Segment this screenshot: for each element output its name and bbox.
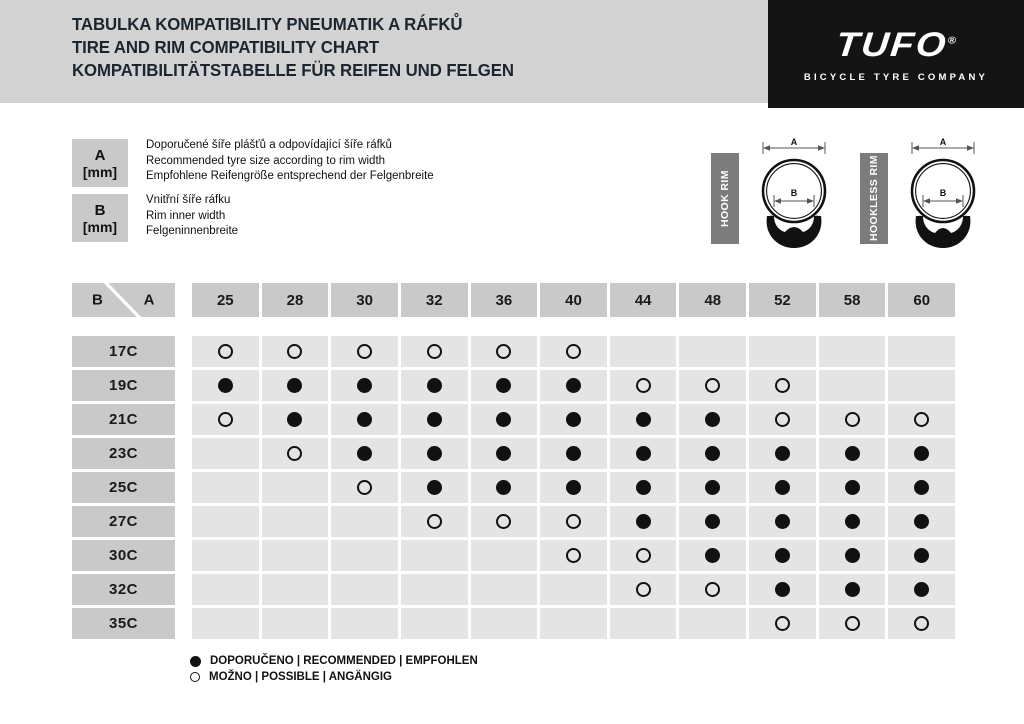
cell-21C-60 [888,404,955,435]
cell-35C-52 [749,608,816,639]
cell-17C-32 [401,336,468,367]
svg-text:B: B [939,188,947,198]
cell-19C-40 [540,370,607,401]
open-dot-icon [566,548,581,563]
cell-30C-32 [401,540,468,571]
cell-17C-28 [262,336,329,367]
cell-32C-44 [610,574,677,605]
cell-32C-52 [749,574,816,605]
cell-32C-58 [819,574,886,605]
filled-dot-icon [357,378,372,393]
table-row-19C [72,370,955,401]
title-line-en: TIRE AND RIM COMPATIBILITY CHART [72,37,380,57]
open-dot-icon [218,344,233,359]
cell-23C-32 [401,438,468,469]
cell-30C-44 [610,540,677,571]
cell-35C-28 [262,608,329,639]
key-b-description: Vnitřní šíře ráfku Rim inner width Felgeninnenbreite [146,194,239,237]
cell-32C-28 [262,574,329,605]
filled-dot-icon [705,548,720,563]
filled-dot-icon [190,656,201,667]
cell-19C-48 [679,370,746,401]
cell-21C-52 [749,404,816,435]
hook-rim-diagram-icon [739,136,849,254]
table-row-30C [72,540,955,571]
row-header-25C: 25C [72,472,175,503]
open-dot-icon [357,480,372,495]
cell-17C-58 [819,336,886,367]
cell-35C-48 [679,608,746,639]
cell-23C-60 [888,438,955,469]
cell-23C-52 [749,438,816,469]
table-row-35C [72,608,955,639]
col-header-36: 36 [471,283,538,317]
cell-23C-44 [610,438,677,469]
open-dot-icon [496,344,511,359]
page-title [72,13,514,82]
filled-dot-icon [636,446,651,461]
cell-23C-25 [192,438,259,469]
cell-32C-30 [331,574,398,605]
cell-25C-40 [540,472,607,503]
open-dot-icon [427,514,442,529]
value-legend [190,653,478,685]
open-dot-icon [636,378,651,393]
cell-32C-48 [679,574,746,605]
open-dot-icon [287,344,302,359]
cell-23C-30 [331,438,398,469]
filled-dot-icon [357,412,372,427]
tufo-logo [768,0,1024,108]
cell-30C-36 [471,540,538,571]
cell-27C-58 [819,506,886,537]
key-a-description: Doporučené šíře plášťů a odpovídající šíře ráfků Recommended tyre size according to rim width Empfohlene Reifengröße entsprechend der Felgenbreite [146,139,434,182]
tufo-wordmark: TUFO® [834,25,957,64]
cell-27C-40 [540,506,607,537]
cell-19C-36 [471,370,538,401]
cell-17C-44 [610,336,677,367]
row-header-17C: 17C [72,336,175,367]
col-header-60: 60 [888,283,955,317]
legend-recommended-row [190,653,478,669]
cell-30C-48 [679,540,746,571]
filled-dot-icon [427,446,442,461]
filled-dot-icon [914,514,929,529]
corner-diagonal-icon [72,283,175,317]
filled-dot-icon [636,412,651,427]
cell-19C-28 [262,370,329,401]
table-row-23C [72,438,955,469]
title-line-de: KOMPATIBILITÄTSTABELLE FÜR REIFEN UND FELGEN [72,60,514,80]
filled-dot-icon [914,446,929,461]
col-axis-label: A [143,291,155,309]
filled-dot-icon [775,446,790,461]
col-header-25: 25 [192,283,259,317]
cell-32C-60 [888,574,955,605]
filled-dot-icon [775,548,790,563]
cell-17C-52 [749,336,816,367]
cell-19C-52 [749,370,816,401]
legend-possible-row [190,669,478,685]
open-dot-icon [190,672,200,682]
registered-mark-icon: ® [947,34,957,46]
cell-23C-58 [819,438,886,469]
cell-19C-58 [819,370,886,401]
cell-27C-25 [192,506,259,537]
cell-30C-60 [888,540,955,571]
filled-dot-icon [914,548,929,563]
cell-27C-36 [471,506,538,537]
table-header-row [72,283,955,317]
cell-27C-44 [610,506,677,537]
filled-dot-icon [566,412,581,427]
cell-17C-60 [888,336,955,367]
filled-dot-icon [496,446,511,461]
col-header-30: 30 [331,283,398,317]
filled-dot-icon [287,412,302,427]
open-dot-icon [845,412,860,427]
filled-dot-icon [566,480,581,495]
row-header-35C: 35C [72,608,175,639]
row-header-19C: 19C [72,370,175,401]
cell-30C-58 [819,540,886,571]
col-header-44: 44 [610,283,677,317]
open-dot-icon [636,582,651,597]
cell-30C-40 [540,540,607,571]
key-a-unit: [mm] [82,163,118,180]
cell-32C-36 [471,574,538,605]
open-dot-icon [775,616,790,631]
open-dot-icon [845,616,860,631]
table-row-21C [72,404,955,435]
svg-text:A: A [939,137,947,147]
filled-dot-icon [566,446,581,461]
cell-25C-44 [610,472,677,503]
filled-dot-icon [845,446,860,461]
filled-dot-icon [845,582,860,597]
cell-17C-40 [540,336,607,367]
row-header-21C: 21C [72,404,175,435]
open-dot-icon [775,412,790,427]
filled-dot-icon [705,412,720,427]
row-header-32C: 32C [72,574,175,605]
cell-27C-30 [331,506,398,537]
cell-35C-32 [401,608,468,639]
legend-recommended-label: DOPORUČENO | RECOMMENDED | EMPFOHLEN [210,655,478,667]
row-axis-label: B [92,291,104,309]
filled-dot-icon [427,412,442,427]
key-a-box [72,139,128,187]
cell-27C-52 [749,506,816,537]
cell-25C-25 [192,472,259,503]
open-dot-icon [357,344,372,359]
table-row-27C [72,506,955,537]
col-header-28: 28 [262,283,329,317]
cell-30C-28 [262,540,329,571]
cell-30C-25 [192,540,259,571]
cell-21C-58 [819,404,886,435]
filled-dot-icon [705,446,720,461]
open-dot-icon [496,514,511,529]
col-header-48: 48 [679,283,746,317]
row-header-23C: 23C [72,438,175,469]
open-dot-icon [914,412,929,427]
compatibility-table [72,283,955,639]
cell-35C-44 [610,608,677,639]
cell-21C-36 [471,404,538,435]
open-dot-icon [705,378,720,393]
filled-dot-icon [218,378,233,393]
filled-dot-icon [566,378,581,393]
cell-19C-60 [888,370,955,401]
filled-dot-icon [427,480,442,495]
cell-35C-25 [192,608,259,639]
col-header-52: 52 [749,283,816,317]
cell-21C-40 [540,404,607,435]
filled-dot-icon [496,378,511,393]
key-b-box [72,194,128,242]
cell-17C-48 [679,336,746,367]
col-header-32: 32 [401,283,468,317]
cell-25C-48 [679,472,746,503]
cell-23C-40 [540,438,607,469]
cell-21C-44 [610,404,677,435]
col-header-58: 58 [819,283,886,317]
cell-21C-32 [401,404,468,435]
cell-35C-40 [540,608,607,639]
table-row-25C [72,472,955,503]
svg-text:B: B [790,188,798,198]
cell-21C-25 [192,404,259,435]
svg-text:A: A [790,137,798,147]
open-dot-icon [775,378,790,393]
filled-dot-icon [427,378,442,393]
cell-25C-32 [401,472,468,503]
cell-19C-25 [192,370,259,401]
cell-32C-40 [540,574,607,605]
cell-25C-30 [331,472,398,503]
open-dot-icon [218,412,233,427]
open-dot-icon [566,344,581,359]
open-dot-icon [636,548,651,563]
open-dot-icon [705,582,720,597]
cell-27C-28 [262,506,329,537]
cell-35C-36 [471,608,538,639]
filled-dot-icon [636,480,651,495]
cell-19C-30 [331,370,398,401]
cell-32C-25 [192,574,259,605]
cell-17C-30 [331,336,398,367]
cell-21C-30 [331,404,398,435]
key-b-letter: B [94,201,106,219]
cell-35C-58 [819,608,886,639]
corner-cell [72,283,175,317]
cell-21C-48 [679,404,746,435]
cell-30C-52 [749,540,816,571]
cell-27C-60 [888,506,955,537]
filled-dot-icon [845,548,860,563]
open-dot-icon [287,446,302,461]
cell-23C-36 [471,438,538,469]
tufo-tagline: BICYCLE TYRE COMPANY [803,71,989,83]
filled-dot-icon [287,378,302,393]
cell-23C-28 [262,438,329,469]
table-row-32C [72,574,955,605]
key-b-unit: [mm] [82,218,118,235]
cell-25C-52 [749,472,816,503]
cell-19C-44 [610,370,677,401]
cell-30C-30 [331,540,398,571]
cell-23C-48 [679,438,746,469]
filled-dot-icon [496,412,511,427]
key-a-letter: A [94,146,106,164]
col-header-40: 40 [540,283,607,317]
cell-27C-32 [401,506,468,537]
filled-dot-icon [636,514,651,529]
cell-25C-36 [471,472,538,503]
filled-dot-icon [845,514,860,529]
cell-25C-28 [262,472,329,503]
legend-possible-label: MOŽNO | POSSIBLE | ANGÄNGIG [209,671,392,683]
hook-rim-label: HOOK RIM [711,153,739,244]
title-line-cs: TABULKA KOMPATIBILITY PNEUMATIK A RÁFKŮ [72,14,463,34]
filled-dot-icon [775,514,790,529]
hookless-rim-diagram-icon [888,136,998,254]
cell-19C-32 [401,370,468,401]
cell-27C-48 [679,506,746,537]
open-dot-icon [566,514,581,529]
filled-dot-icon [705,514,720,529]
filled-dot-icon [496,480,511,495]
cell-25C-60 [888,472,955,503]
table-row-17C [72,336,955,367]
open-dot-icon [427,344,442,359]
cell-35C-30 [331,608,398,639]
row-header-30C: 30C [72,540,175,571]
cell-17C-25 [192,336,259,367]
row-header-27C: 27C [72,506,175,537]
filled-dot-icon [845,480,860,495]
filled-dot-icon [357,446,372,461]
filled-dot-icon [914,582,929,597]
cell-17C-36 [471,336,538,367]
filled-dot-icon [705,480,720,495]
header-band [0,0,1024,103]
filled-dot-icon [775,582,790,597]
cell-35C-60 [888,608,955,639]
filled-dot-icon [914,480,929,495]
cell-32C-32 [401,574,468,605]
filled-dot-icon [775,480,790,495]
hookless-rim-label: HOOKLESS RIM [860,153,888,244]
cell-21C-28 [262,404,329,435]
cell-25C-58 [819,472,886,503]
open-dot-icon [914,616,929,631]
